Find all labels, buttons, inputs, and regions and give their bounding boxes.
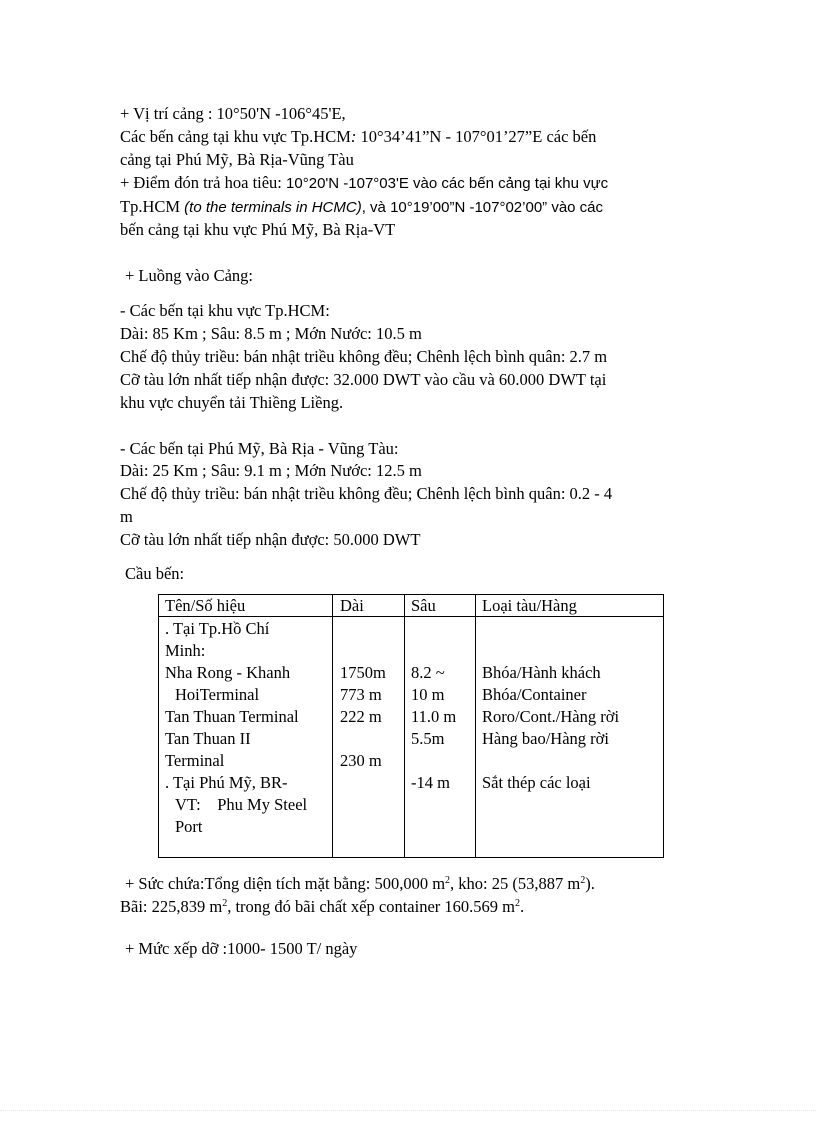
- cell-depth: 5.5m: [411, 729, 445, 748]
- superscript: 2: [580, 875, 586, 886]
- channel-phumy-title: - Các bến tại Phú Mỹ, Bà Rịa - Vũng Tàu:: [120, 439, 399, 458]
- handling-rate-line: + Mức xếp dỡ :1000- 1500 T/ ngày: [125, 939, 358, 958]
- header-vessel-type: Loại tàu/Hàng: [482, 596, 577, 615]
- phumy-berth-line: cảng tại Phú Mỹ, Bà Rịa-Vũng Tàu: [120, 150, 354, 169]
- cell-name: . Tại Tp.Hồ Chí: [165, 619, 270, 638]
- page-edge: [0, 1110, 816, 1111]
- pilot-phumy-line: bến cảng tại khu vực Phú Mỹ, Bà Rịa-VT: [120, 220, 396, 239]
- channel-hcm-tide: Chế độ thủy triều: bán nhật triều không đều; Chênh lệch bình quân: 2.7 m: [120, 347, 608, 366]
- channel-hcm-dimensions: Dài: 85 Km ; Sâu: 8.5 m ; Mớn Nước: 10.5 m: [120, 324, 422, 343]
- yard-area: Bãi: 225,839 m: [120, 897, 223, 916]
- channel-hcm-ship-size-cont: khu vực chuyển tải Thiềng Liềng.: [120, 393, 344, 412]
- colon: :: [350, 127, 357, 146]
- hcm-berth-coordinates-line: [120, 126, 596, 148]
- container-yard: , trong đó bãi chất xếp container 160.569 m: [227, 897, 515, 916]
- cell-depth: -14 m: [411, 773, 450, 792]
- pilot-hcm-english: (to the terminals in HCMC): [184, 199, 362, 216]
- channel-phumy-ship-size: Cỡ tàu lớn nhất tiếp nhận được: 50.000 DWT: [120, 530, 421, 549]
- table-divider: [404, 595, 405, 857]
- capacity-area: Tổng diện tích mặt bằng: 500,000 m: [204, 874, 446, 893]
- hcm-coordinates: 10°34’41”N - 107°01’27”E các bến: [356, 127, 597, 146]
- cell-length: 773 m: [340, 685, 382, 704]
- berths-heading: Cầu bến:: [125, 564, 185, 583]
- pilot-coordinates: 10°20'N -107°03'E vào các bến cảng tại khu vực: [281, 175, 609, 192]
- channel-phumy-dimensions: Dài: 25 Km ; Sâu: 9.1 m ; Mớn Nước: 12.5 m: [120, 461, 422, 480]
- pilot-label: + Điểm đón trả hoa tiêu:: [120, 173, 282, 192]
- pilot-phumy-coordinates: , và 10°19’00”N -107°02’00” vào các: [361, 199, 604, 216]
- cell-name: HoiTerminal: [175, 685, 260, 704]
- cell-length: 1750m: [340, 663, 386, 682]
- header-depth: Sâu: [411, 596, 436, 615]
- hcm-berth-label: Các bến cảng tại khu vực Tp.HCM: [120, 127, 351, 146]
- yard-end: .: [519, 897, 525, 916]
- superscript: 2: [445, 875, 451, 886]
- pilot-point-line: [120, 172, 608, 195]
- pilot-hcm-line: [120, 196, 603, 219]
- capacity-warehouse: , kho: 25 (53,887 m: [450, 874, 581, 893]
- cell-vessel-type: Bhóa/Hành khách: [482, 663, 601, 682]
- cell-depth: 10 m: [411, 685, 445, 704]
- cell-name: VT: Phu My Steel: [175, 795, 308, 814]
- cell-name: Tan Thuan II: [165, 729, 251, 748]
- cell-length: 222 m: [340, 707, 382, 726]
- channel-heading: + Luồng vào Cảng:: [125, 266, 253, 285]
- header-length: Dài: [340, 596, 364, 615]
- cell-name: Nha Rong - Khanh: [165, 663, 291, 682]
- yard-line: [120, 896, 524, 918]
- cell-name: Minh:: [165, 641, 206, 660]
- table-divider: [475, 595, 476, 857]
- port-position-line: + Vị trí cảng : 10°50'N -106°45'E,: [120, 104, 346, 123]
- superscript: 2: [222, 898, 228, 909]
- cell-vessel-type: Roro/Cont./Hàng rời: [482, 707, 620, 726]
- channel-hcm-ship-size: Cỡ tàu lớn nhất tiếp nhận được: 32.000 DWT vào cầu và 60.000 DWT tại: [120, 370, 607, 389]
- cell-name: . Tại Phú Mỹ, BR-: [165, 773, 288, 792]
- channel-phumy-tide-cont: m: [120, 507, 133, 526]
- berths-table: [158, 594, 664, 858]
- cell-vessel-type: Sắt thép các loại: [482, 773, 591, 792]
- cell-name: Terminal: [165, 751, 225, 770]
- cell-depth: 8.2 ~: [411, 663, 445, 682]
- capacity-label: + Sức chứa:: [125, 874, 205, 893]
- cell-depth: 11.0 m: [411, 707, 457, 726]
- table-divider: [332, 595, 333, 857]
- capacity-line: [125, 873, 595, 895]
- pilot-hcm-text: Tp.HCM: [120, 197, 185, 216]
- capacity-end: ).: [585, 874, 595, 893]
- cell-name: Tan Thuan Terminal: [165, 707, 299, 726]
- superscript: 2: [514, 898, 520, 909]
- channel-phumy-tide: Chế độ thủy triều: bán nhật triều không đều; Chênh lệch bình quân: 0.2 - 4: [120, 484, 613, 503]
- channel-hcm-title: - Các bến tại khu vực Tp.HCM:: [120, 301, 330, 320]
- cell-vessel-type: Hàng bao/Hàng rời: [482, 729, 609, 748]
- cell-vessel-type: Bhóa/Container: [482, 685, 587, 704]
- header-name: Tên/Số hiệu: [165, 596, 246, 615]
- cell-length: 230 m: [340, 751, 382, 770]
- cell-name: Port: [175, 817, 203, 836]
